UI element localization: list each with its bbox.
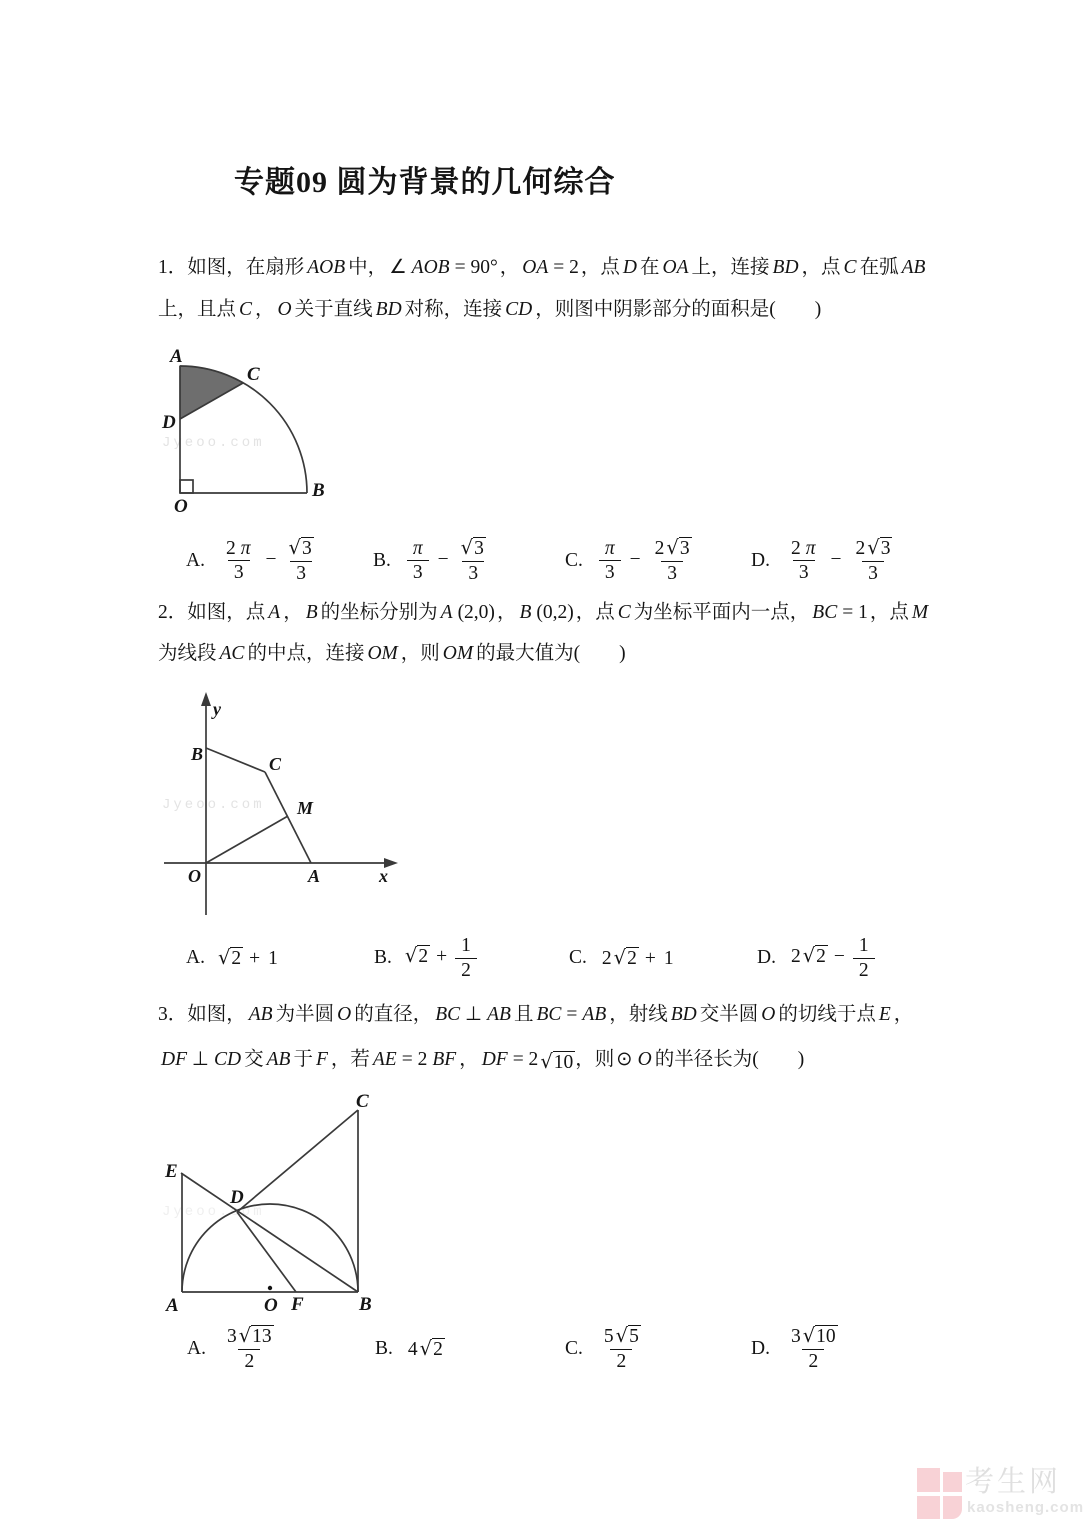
segment-BC (206, 748, 265, 772)
option-expression: 3 √ 13 2 (226, 1324, 272, 1372)
point-label-C: C (269, 754, 282, 774)
point-label-B: B (191, 744, 204, 764)
q1-option-c (565, 529, 698, 593)
point-label-A: A (308, 866, 321, 886)
option-label: D. (757, 947, 776, 968)
q3-option-c (565, 1316, 647, 1382)
point-label-E: E (165, 1161, 178, 1182)
figure-watermark: Jyeoo.com (162, 797, 265, 813)
option-label: C. (565, 1338, 583, 1359)
option-expression: √ 2 + $\frac{1}{2}$ (405, 935, 479, 982)
option-label: A. (186, 550, 205, 571)
q2-text-line2: 为线段 AC 的中点，连接 OM ，则 OM 的最大值为( ) (158, 643, 626, 664)
point-label-C: C (247, 364, 260, 385)
point-label-D: D (230, 1187, 244, 1208)
q3-option-a (187, 1316, 280, 1382)
q2-text-line1: 2．如图，点 A ， B 的坐标分别为 A (2,0) ， B (0,2) ，点 C 为坐标平面内一点， BC = 1 ，点 M (158, 602, 929, 623)
option-expression: 2 √ 2 + 1 (601, 945, 674, 969)
option-expression: 4 √ 2 (407, 1336, 443, 1360)
q1-text-line1: 1．如图，在扇形 AOB 中， ∠ AOB = 90° ， OA = 2 ，点 D 在 OA 上，连接 BD ，点 C 在弧 AB (158, 257, 926, 278)
kaosheng-watermark (905, 1466, 1084, 1528)
point-label-F: F (291, 1294, 304, 1315)
option-label: C. (565, 550, 583, 571)
point-label-B: B (359, 1294, 372, 1315)
option-expression: 2 π 3 − √ 3 3 (225, 536, 312, 584)
option-label: A. (187, 1338, 206, 1359)
q1-option-a (186, 529, 320, 593)
option-expression: 3 √ 10 2 (790, 1324, 836, 1372)
q1-text-line2: 上，且点 C ， O 关于直线 BD 对称，连接 CD ，则图中阴影部分的面积是( ) (158, 299, 822, 320)
segment-DF (237, 1212, 296, 1292)
watermark-site-domain: kaosheng.com (967, 1499, 1084, 1516)
point-label-A: A (170, 346, 183, 367)
q1-option-b (373, 529, 492, 593)
axis-label-y: y (213, 699, 221, 719)
segment-OM (206, 816, 288, 863)
q3-text-line1: 3．如图， AB 为半圆 O 的直径， BC ⊥ AB 且 BC = AB ，射线 BD 交半圆 O 的切线于点 E ， (158, 1004, 914, 1025)
point-label-O: O (264, 1295, 278, 1316)
point-label-C: C (356, 1091, 369, 1112)
figure-q1-sector (150, 340, 350, 525)
figure-q2-coordinate-plane (150, 690, 400, 920)
figure-q3-semicircle (160, 1085, 375, 1320)
logo-block-icon (917, 1496, 940, 1519)
option-label: B. (375, 1338, 393, 1359)
option-expression: 2 √ 2 − $\frac{1}{2}$ (789, 935, 877, 982)
option-label: D. (751, 550, 770, 571)
option-label: A. (186, 947, 205, 968)
segment-EB (181, 1173, 358, 1292)
q3-text-line2: DF ⊥ CD 交 AB 于 F ，若 AE = 2 BF ， DF = 2 √ 10 ，则 ⊙ O 的半径长为( ) (161, 1049, 805, 1073)
option-label: D. (751, 1338, 770, 1359)
right-angle-marker (180, 480, 193, 493)
option-expression: 2 π 3 − 2 √ 3 3 (790, 536, 891, 584)
option-expression: 5 √ 5 2 (603, 1324, 639, 1372)
point-label-B: B (312, 480, 325, 501)
figure-watermark: Jyeoo.com (162, 435, 265, 451)
logo-block-icon (943, 1496, 962, 1519)
option-label: C. (569, 947, 587, 968)
option-expression: $\frac{\pi}{3}$ − √ 3 3 (404, 537, 492, 584)
q3-option-b (375, 1316, 445, 1382)
shaded-region-adc (180, 366, 243, 419)
q2-option-b (374, 926, 479, 990)
page-title: 专题09 圆为背景的几何综合 (234, 166, 616, 199)
q3-option-d (751, 1316, 844, 1382)
option-expression: $\frac{\pi}{3}$ − 2 √ 3 3 (596, 537, 698, 584)
point-label-A: A (166, 1295, 179, 1316)
option-label: B. (373, 550, 391, 571)
point-label-D: D (162, 412, 176, 433)
segment-DC (237, 1110, 358, 1212)
point-label-O: O (188, 866, 201, 886)
option-expression: √ 2 + 1 (217, 945, 278, 969)
axis-label-x: x (379, 866, 388, 886)
q2-option-a (186, 926, 280, 990)
point-label-O: O (174, 496, 188, 517)
logo-block-icon (943, 1472, 962, 1492)
point-label-M: M (297, 798, 314, 818)
q2-option-c (569, 926, 676, 990)
watermark-site-name: 考生网 (965, 1466, 1062, 1498)
y-axis-arrowhead (201, 692, 211, 706)
q2-option-d (757, 926, 877, 990)
figure-watermark: Jyeoo.com (162, 1204, 265, 1220)
logo-block-icon (917, 1468, 940, 1492)
center-point-dot (268, 1286, 272, 1290)
q1-option-d (751, 529, 898, 593)
option-label: B. (374, 947, 392, 968)
